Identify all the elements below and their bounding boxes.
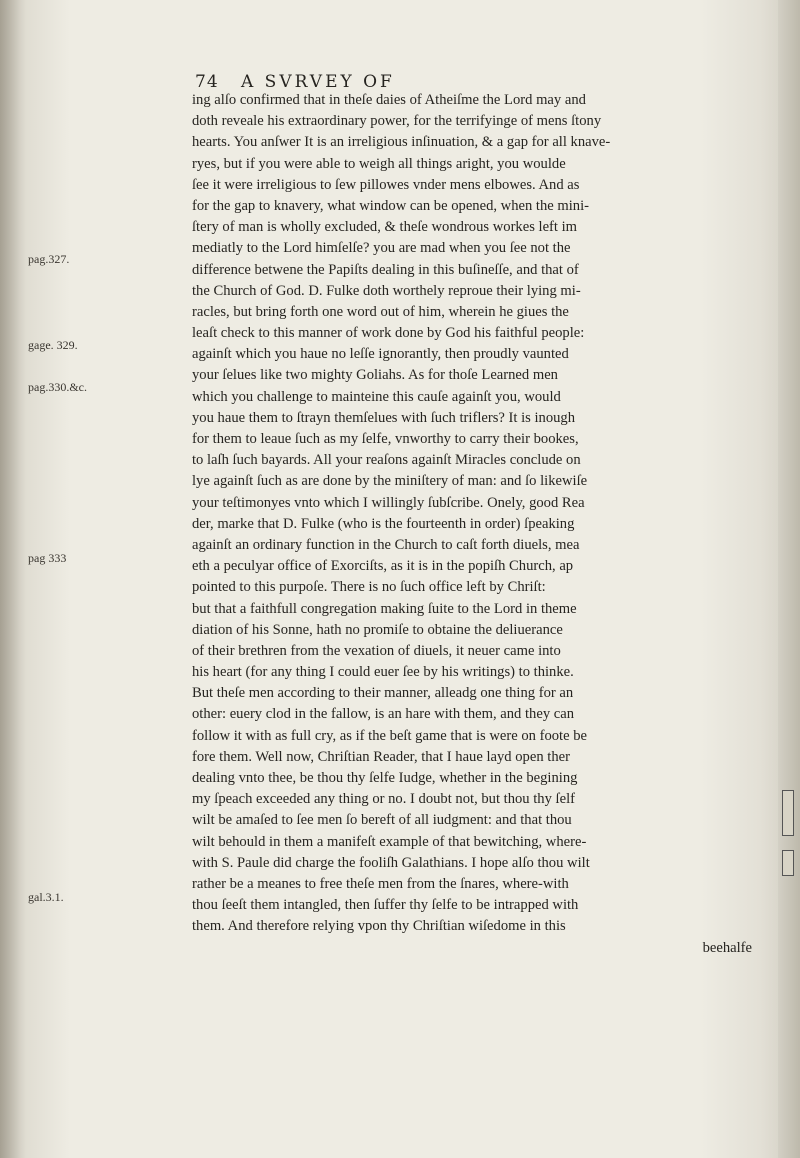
text-line: my ſpeach exceeded any thing or no. I doubt not, but thou thy ſelf <box>192 791 575 808</box>
text-line: racles, but bring forth one word out of him, wherein he giues the <box>192 303 569 320</box>
text-line: But theſe men according to their manner, alleadg one thing for an <box>192 685 574 702</box>
edge-tab <box>782 850 794 876</box>
text-line: your teſtimonyes vnto which I willingly ſubſcribe. Onely, good Rea <box>192 494 585 511</box>
text-line: follow it with as full cry, as if the beſt game that is were on foote be <box>192 727 587 744</box>
text-line: his heart (for any thing I could euer ſee by his writings) to thinke. <box>192 664 574 681</box>
text-line: pointed to this purpoſe. There is no ſuch office left by Chriſt: <box>192 579 546 596</box>
margin-note: gal.3.1. <box>28 890 64 904</box>
margin-note: pag.330.&c. <box>28 380 87 394</box>
text-line: but that a faithfull congregation making ſuite to the Lord in theme <box>192 600 577 617</box>
running-title: A SVRVEY OF <box>241 72 395 92</box>
text-line: der, marke that D. Fulke (who is the fourteenth in order) ſpeaking <box>192 515 575 532</box>
text-line: rather be a meanes to free theſe men from the ſnares, where-with <box>192 875 569 892</box>
edge-tab <box>782 790 794 836</box>
page-number: 74 <box>195 72 219 92</box>
text-line: lye againſt ſuch as are done by the miniſtery of man: and ſo likewiſe <box>192 473 588 490</box>
text-line: for them to leaue ſuch as my ſelfe, vnworthy to carry their bookes, <box>192 431 579 447</box>
text-line: for the gap to knavery, what window can be opened, when the mini- <box>192 197 590 214</box>
text-line: them. And therefore relying vpon thy Chriſtian wiſedome in this <box>192 918 566 935</box>
text-line: dealing vnto thee, be thou thy ſelfe Iudge, whether in the begining <box>192 770 578 786</box>
text-line: diation of his Sonne, hath no promiſe to obtaine the deliuerance <box>192 621 563 638</box>
text-line: of their brethren from the vexation of diuels, it neuer came into <box>192 642 561 659</box>
page-edge <box>778 0 800 1158</box>
text-line: difference betwene the Papiſts dealing in this buſineſſe, and that of <box>192 261 579 278</box>
text-line: the Church of God. D. Fulke doth worthely reproue their lying mi- <box>192 282 581 299</box>
text-line: you haue them to ſtrayn themſelues with ſuch triflers? It is inough <box>192 409 576 426</box>
text-line: hearts. You anſwer It is an irreligious inſinuation, & a gap for all knave- <box>192 134 611 151</box>
text-line: your ſelues like two mighty Goliahs. As for thoſe Learned men <box>192 367 558 384</box>
text-line: againſt an ordinary function in the Church to caſt forth diuels, mea <box>192 536 580 553</box>
text-line: againſt which you haue no leſſe ignorantly, then proudly vaunted <box>192 346 569 363</box>
catchword: beehalfe <box>702 939 752 956</box>
text-line: ing alſo confirmed that in theſe daies of Atheiſme the Lord may and <box>192 92 586 108</box>
text-line: doth reveale his extraordinary power, for the terrifyinge of mens ſtony <box>192 113 602 130</box>
text-line: ſee it were irreligious to ſew pillowes vnder mens elbowes. And as <box>192 176 580 193</box>
text-line: fore them. Well now, Chriſtian Reader, that I haue layd open ther <box>192 748 570 765</box>
text-line: wilt be amaſed to ſee men ſo bereft of all iudgment: and that thou <box>192 812 572 829</box>
margin-note: gage. 329. <box>28 338 78 352</box>
text-line: mediatly to the Lord himſelſe? you are mad when you ſee not the <box>192 240 571 257</box>
text-line: other: euery clod in the fallow, is an hare with them, and they can <box>192 706 575 723</box>
margin-note: pag 333 <box>28 551 67 565</box>
body-text <box>192 90 752 959</box>
text-line: with S. Paule did charge the fooliſh Galathians. I hope alſo thou wilt <box>192 854 590 871</box>
text-line: eth a peculyar office of Exorciſts, as it is in the popiſh Church, ap <box>192 558 574 575</box>
text-line: to laſh ſuch bayards. All your reaſons againſt Miracles conclude on <box>192 452 581 469</box>
text-line: ryes, but if you were able to weigh all things aright, you woulde <box>192 155 566 172</box>
text-line: leaſt check to this manner of work done by God his faithful people: <box>192 325 585 342</box>
text-line: thou ſeeſt them intangled, then ſuffer thy ſelfe to be intrapped with <box>192 897 579 914</box>
margin-note: pag.327. <box>28 252 70 266</box>
binding-shadow <box>0 0 26 1158</box>
text-line: ſtery of man is wholly excluded, & theſe wondrous workes left im <box>192 219 578 236</box>
text-line: wilt behould in them a manifeſt example of that bewitching, where- <box>192 833 587 850</box>
text-line: which you challenge to mainteine this cauſe againſt you, would <box>192 388 561 405</box>
